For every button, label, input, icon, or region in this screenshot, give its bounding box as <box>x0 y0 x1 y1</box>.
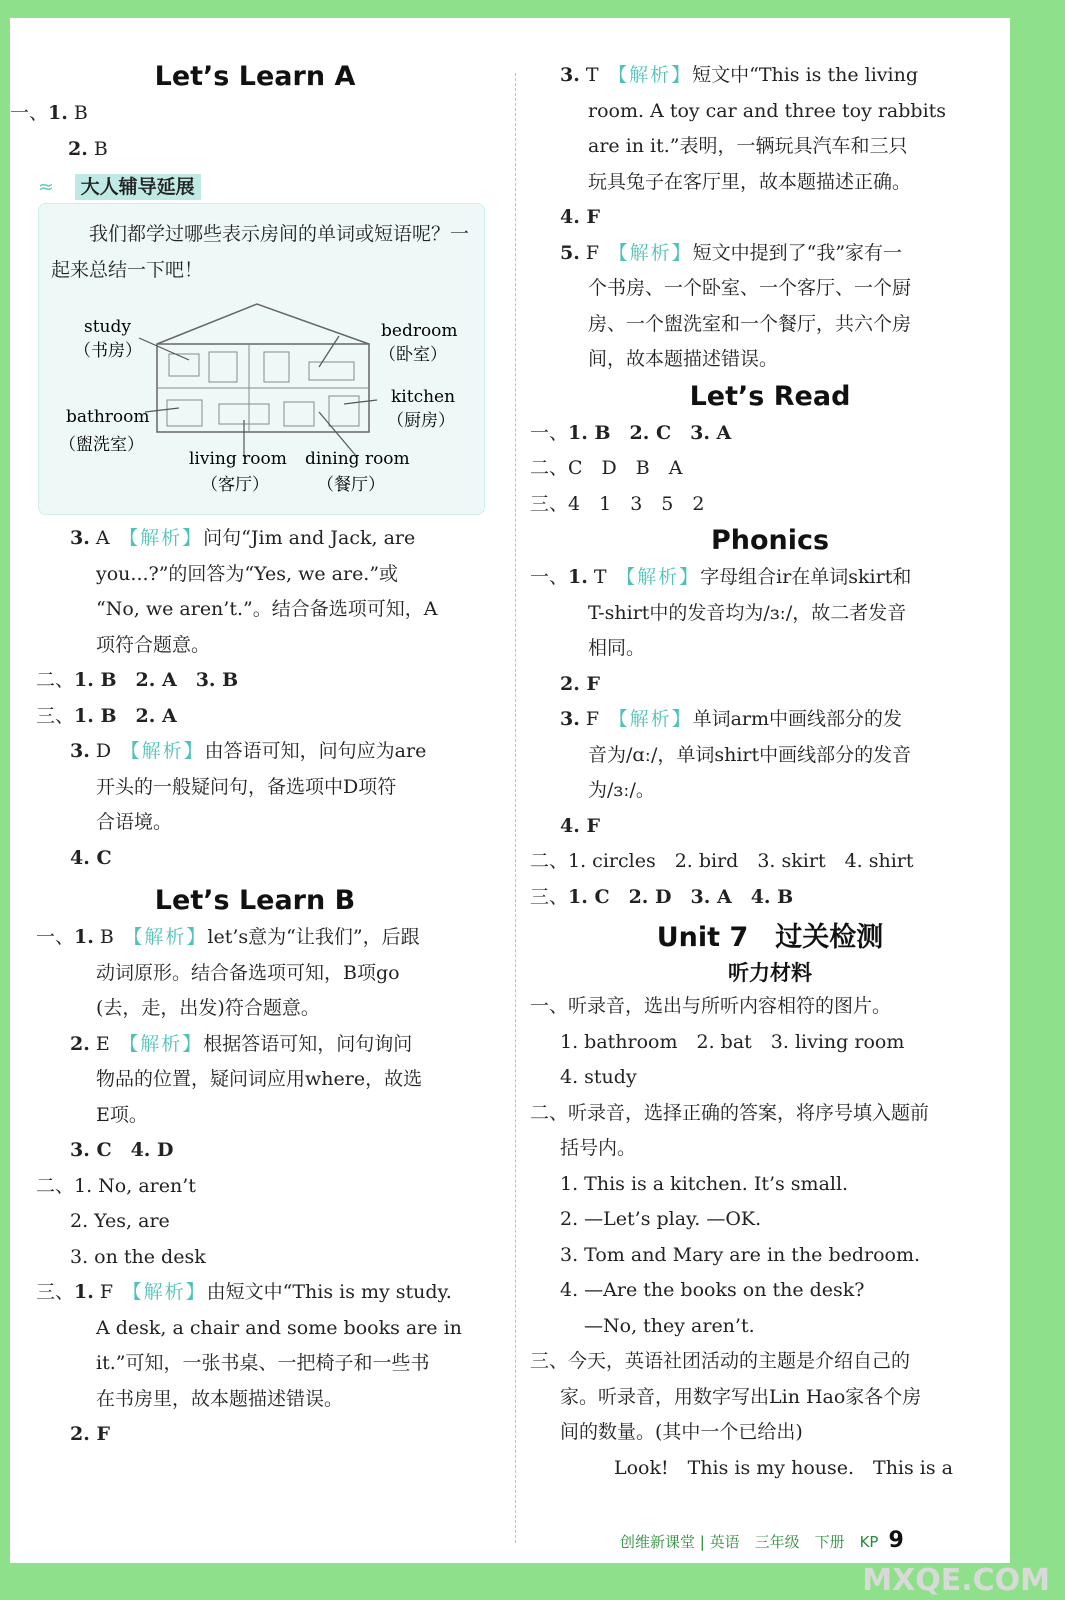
page <box>10 18 1010 1563</box>
answer-line: 三、1. B 2. A <box>36 704 177 727</box>
answer-line: 开头的一般疑问句，备选项中D项符 <box>96 775 397 798</box>
answer-line: 音为/ɑː/，单词shirt中画线部分的发音 <box>588 743 912 766</box>
script-line: —No, they aren’t. <box>584 1314 755 1337</box>
answer-line: 合语境。 <box>96 811 173 833</box>
answer-line: 3. on the desk <box>70 1245 206 1268</box>
wave-lines-icon: ≈ <box>38 176 54 198</box>
label-bathroom-cn: （盥洗室） <box>59 435 144 455</box>
answer-line: 3. A 【解析】问句“Jim and Jack, are <box>70 527 416 549</box>
answer-line: 2. E 【解析】根据答语可知，问句询问 <box>70 1032 413 1055</box>
question-line: 三、今天，英语社团活动的主题是介绍自己的 <box>530 1350 911 1372</box>
answer-line: are in it.”表明，一辆玩具汽车和三只 <box>588 135 908 157</box>
section-heading-phonics: Phonics <box>710 525 830 556</box>
page-footer: 创维新课堂 | 英语 三年级 下册 KP 9 <box>620 1528 904 1553</box>
answer-line: “No, we aren’t.”。结合备选项可知，A <box>96 598 438 620</box>
answer-line: 4. F <box>560 206 600 228</box>
script-line: 1. This is a kitchen. It’s small. <box>560 1172 849 1195</box>
label-bathroom: bathroom <box>66 407 150 427</box>
answer-line: 个书房、一个卧室、一个客厅、一个厨 <box>588 277 912 299</box>
answer-line: 3. C 4. D <box>70 1139 174 1161</box>
answer-line: 一、1. B <box>10 102 88 124</box>
answer-line: E项。 <box>96 1103 148 1126</box>
question-line: 二、听录音，选择正确的答案，将序号填入题前 <box>530 1101 930 1124</box>
house-diagram <box>39 292 485 512</box>
label-kitchen-cn: （厨房） <box>387 411 455 431</box>
extension-text: 我们都学过哪些表示房间的单词或短语呢？一起来总结一下吧！ <box>51 223 470 281</box>
answer-line: 相同。 <box>588 637 646 659</box>
answer-line: T-shirt中的发音均为/ɜː/，故二者发音 <box>588 601 907 624</box>
script-line: 1. bathroom 2. bat 3. living room <box>560 1030 905 1053</box>
answer-line: 3. F 【解析】单词arm中画线部分的发 <box>560 708 903 730</box>
label-bedroom-cn: （卧室） <box>379 345 447 365</box>
answer-line: 二、1. B 2. A 3. B <box>36 669 239 691</box>
answer-line: 玩具兔子在客厅里，故本题描述正确。 <box>588 170 912 193</box>
script-line: 3. Tom and Mary are in the bedroom. <box>560 1243 921 1266</box>
answer-line: A desk, a chair and some books are in <box>96 1316 462 1339</box>
answer-line: 二、1. circles 2. bird 3. skirt 4. shirt <box>530 850 914 872</box>
label-living-cn: （客厅） <box>201 475 269 495</box>
answer-line: 三、4 1 3 5 2 <box>530 492 705 515</box>
label-living: living room <box>189 449 287 469</box>
question-line: 家。听录音，用数字写出Lin Hao家各个房 <box>560 1385 922 1408</box>
answer-line: 在书房里，故本题描述错误。 <box>96 1387 344 1410</box>
label-study: study <box>84 317 131 337</box>
answer-line: 4. F <box>560 814 600 837</box>
answer-line: you...?”的回答为“Yes, we are.”或 <box>96 562 399 585</box>
page-number: 9 <box>888 1528 904 1553</box>
question-line: 一、听录音，选出与所听内容相符的图片。 <box>530 995 892 1017</box>
answer-line: 房、一个盥洗室和一个餐厅，共六个房 <box>588 312 912 335</box>
answer-line: 2. F <box>560 672 600 695</box>
answer-line: 三、1. F 【解析】由短文中“This is my study. <box>36 1281 452 1303</box>
answer-line: 项符合题意。 <box>96 633 211 656</box>
extension-box <box>38 203 485 515</box>
section-heading-learn-a: Let’s Learn A <box>154 61 356 92</box>
left-column <box>10 58 500 1453</box>
answer-line: 间，故本题描述错误。 <box>588 348 779 370</box>
answer-line: 2. B <box>68 137 108 160</box>
label-bedroom: bedroom <box>381 321 458 341</box>
listening-material-heading: 听力材料 <box>728 961 812 985</box>
question-line: 间的数量。(其中一个已给出) <box>560 1421 803 1443</box>
section-heading-learn-b: Let’s Learn B <box>154 885 356 916</box>
answer-line: 二、C D B A <box>530 457 683 479</box>
watermark: MXQE.COM <box>862 1563 1050 1598</box>
script-line: 2. —Let’s play. —OK. <box>560 1208 762 1230</box>
answer-line: 三、1. C 2. D 3. A 4. B <box>530 885 794 908</box>
script-line: 4. —Are the books on the desk? <box>560 1279 865 1301</box>
answer-line: 2. F <box>70 1423 110 1445</box>
answer-line: it.”可知，一张书桌、一把椅子和一些书 <box>96 1352 430 1374</box>
answer-line: 3. T 【解析】短文中“This is the living <box>560 64 918 86</box>
section-heading-unit7: Unit 7 过关检测 <box>656 922 884 953</box>
answer-line: 二、1. No, aren’t <box>36 1174 196 1197</box>
answer-line: 一、1. T 【解析】字母组合ir在单词skirt和 <box>530 566 912 588</box>
answer-line: 物品的位置，疑问词应用where，故选 <box>96 1068 423 1090</box>
question-line: 括号内。 <box>560 1137 637 1159</box>
answer-line: 一、1. B 2. C 3. A <box>530 421 732 444</box>
label-kitchen: kitchen <box>391 387 456 407</box>
extension-title: ≈ 大人辅导延展 <box>38 171 500 203</box>
answer-line: 一、1. B 【解析】let’s意为“让我们”，后跟 <box>36 926 420 948</box>
answer-line: 5. F 【解析】短文中提到了“我”家有一 <box>560 241 903 264</box>
label-study-cn: （书房） <box>74 341 142 361</box>
answer-line: 3. D 【解析】由答语可知，问句应为are <box>70 740 427 762</box>
label-dining-cn: （餐厅） <box>317 475 385 495</box>
answer-line: 4. C <box>70 846 112 869</box>
answer-line: 为/ɜː/。 <box>588 779 655 801</box>
answer-line: (去，走，出发)符合题意。 <box>96 997 320 1019</box>
script-line: 4. study <box>560 1066 637 1088</box>
script-line: Look! This is my house. This is a <box>614 1456 953 1479</box>
right-column <box>530 58 1010 1486</box>
section-heading-read: Let’s Read <box>689 380 851 412</box>
answer-line: 动词原形。结合备选项可知，B项go <box>96 961 400 984</box>
column-divider <box>515 73 516 1543</box>
answer-line: room. A toy car and three toy rabbits <box>588 99 947 122</box>
answer-line: 2. Yes, are <box>70 1210 170 1232</box>
label-dining: dining room <box>305 449 410 469</box>
